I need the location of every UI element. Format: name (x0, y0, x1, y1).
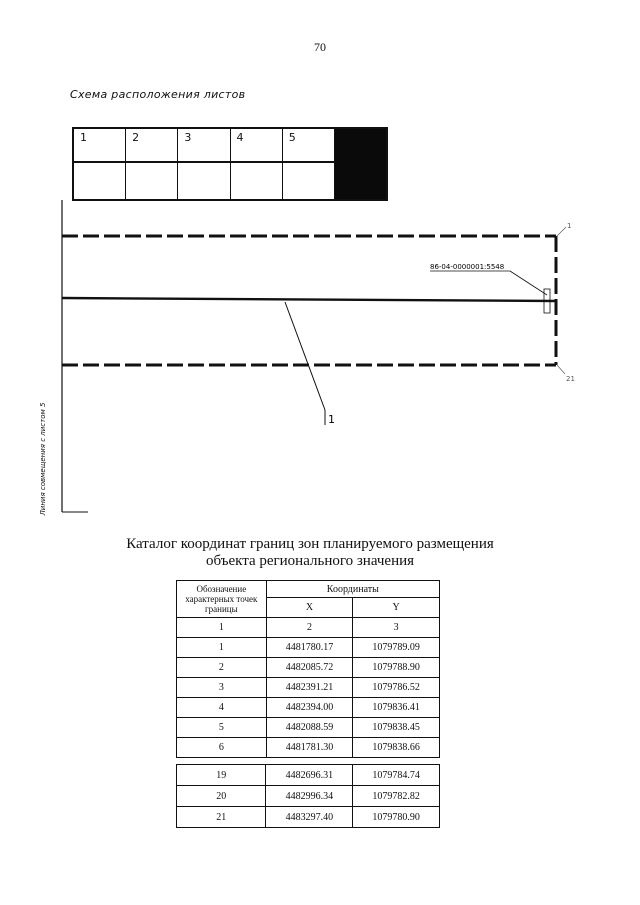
x-value: 4482085.72 (266, 658, 353, 678)
header-point-designation: Обозначение характерных точек границы (177, 581, 267, 618)
table-row (177, 638, 440, 658)
sheet-label: 2 (132, 131, 140, 144)
table-row (177, 658, 440, 678)
y-value: 1079786.52 (353, 678, 440, 698)
table-row (177, 738, 440, 758)
table-row (177, 698, 440, 718)
point-id: 2 (177, 658, 267, 678)
x-value: 4481781.30 (266, 738, 353, 758)
header-x: X (266, 598, 353, 618)
y-value: 1079788.90 (353, 658, 440, 678)
table-row (177, 678, 440, 698)
x-value: 4482391.21 (266, 678, 353, 698)
table-row (177, 807, 440, 828)
y-value: 1079789.09 (353, 638, 440, 658)
callout-leader (285, 302, 325, 410)
header-y: Y (353, 598, 440, 618)
scheme-title: Схема расположения листов (70, 88, 246, 101)
sheet-label: 1 (80, 131, 87, 144)
table-row (177, 786, 440, 807)
point-id: 6 (177, 738, 267, 758)
header-col-number: 2 (266, 618, 353, 638)
callout-label: 1 (328, 413, 335, 426)
coordinate-table (176, 580, 440, 758)
point-label-bottom: 21 (566, 375, 575, 383)
x-value: 4483297.40 (266, 807, 353, 828)
point-id: 19 (177, 765, 266, 786)
table-row (177, 765, 440, 786)
point-id: 4 (177, 698, 267, 718)
x-value: 4482996.34 (266, 786, 353, 807)
point-id: 5 (177, 718, 267, 738)
y-value: 1079784.74 (353, 765, 440, 786)
coordinate-table-continued (176, 764, 440, 828)
point-label-top: 1 (567, 222, 572, 230)
cadastral-leader (510, 271, 547, 295)
table-row (177, 718, 440, 738)
point-id: 1 (177, 638, 267, 658)
catalog-title (0, 536, 620, 570)
x-value: 4482696.31 (266, 765, 353, 786)
cadastral-number: 86-04-0000001:5548 (430, 263, 505, 271)
y-value: 1079838.66 (353, 738, 440, 758)
sheet-label: 4 (236, 131, 244, 144)
axis-line (62, 298, 556, 301)
catalog-title-line2: объекта регионального значения (205, 553, 415, 569)
point-id: 20 (177, 786, 266, 807)
point-leader-top (557, 227, 566, 236)
x-value: 4482394.00 (266, 698, 353, 718)
sheet-label: 3 (184, 131, 192, 144)
point-leader-bottom (557, 365, 565, 374)
catalog-title-line1: Каталог координат границ зон планируемого размещения (126, 536, 494, 552)
y-value: 1079780.90 (353, 807, 440, 828)
point-id: 21 (177, 807, 266, 828)
y-value: 1079836.41 (353, 698, 440, 718)
header-col-number: 3 (353, 618, 440, 638)
point-id: 3 (177, 678, 267, 698)
x-value: 4481780.17 (266, 638, 353, 658)
header-col-number: 1 (177, 618, 267, 638)
y-value: 1079838.45 (353, 718, 440, 738)
match-line-label: Линия совмещения с листом 5 (39, 402, 47, 516)
sheet-label: 5 (288, 131, 296, 144)
x-value: 4482088.59 (266, 718, 353, 738)
y-value: 1079782.82 (353, 786, 440, 807)
header-coordinates: Координаты (266, 581, 439, 598)
page-number: 70 (314, 40, 326, 54)
